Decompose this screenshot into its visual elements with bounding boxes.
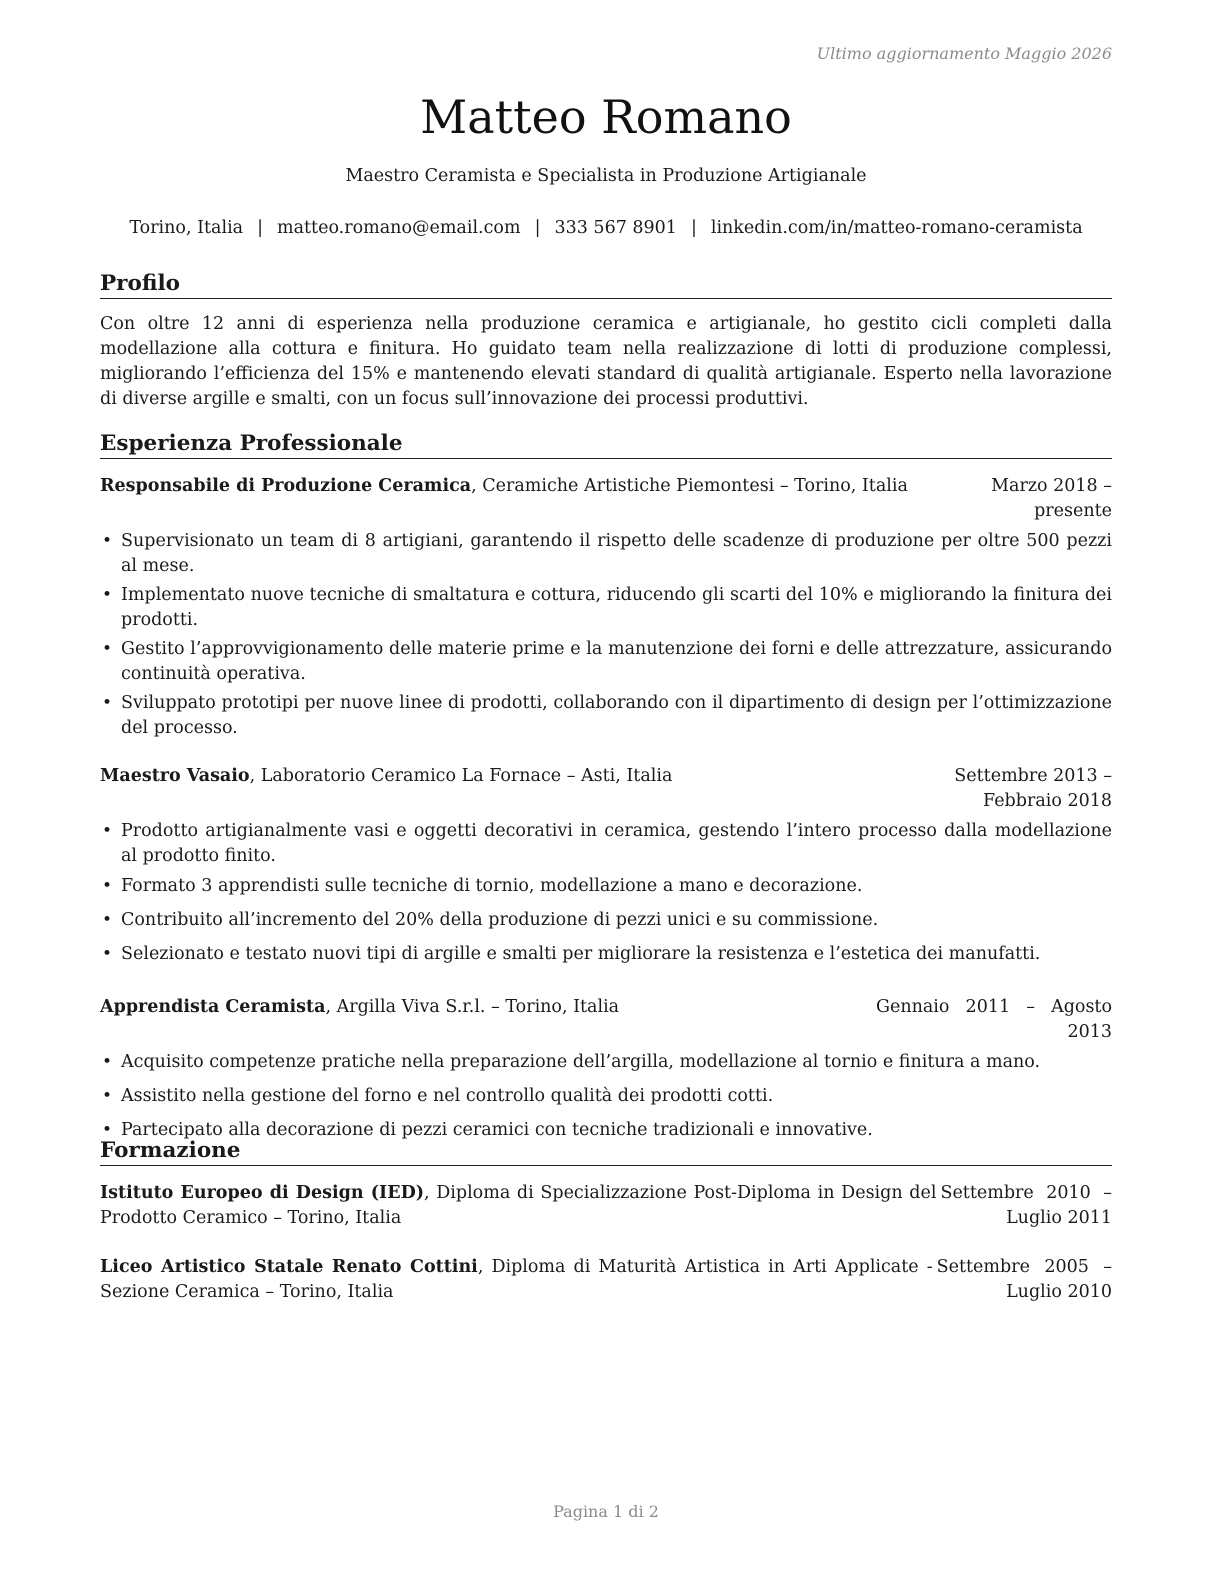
education-detail: , Diploma di Maturità Artistica in Arti Applicate - Sezione Ceramica – Torino, Italia (100, 1257, 933, 1302)
contact-location: Torino, Italia (129, 218, 244, 238)
list-item: • Implementato nuove tecniche di smaltatura e cottura, riducendo gli scarti del 10% e migliorando la finitura dei prodotti. (100, 583, 1112, 633)
list-item: • Gestito l’approvvigionamento delle materie prime e la manutenzione dei forni e delle attrezzature, assicurando continuità operativa. (100, 637, 1112, 687)
page-number: Pagina 1 di 2 (553, 1502, 659, 1521)
list-item: • Supervisionato un team di 8 artigiani, garantendo il rispetto delle scadenze di produzione per oltre 500 pezzi al mese. (100, 529, 1112, 579)
job-dates: Settembre 2013 – Febbraio 2018 (954, 766, 1112, 811)
contact-separator: | (534, 218, 541, 238)
job-entry (100, 764, 1112, 967)
candidate-name: Matteo Romano (420, 90, 792, 144)
job-bullets (100, 529, 1112, 741)
section-title-education: Formazione (100, 1137, 1112, 1166)
job-header (100, 474, 1112, 524)
list-item: • Contribuito all’incremento del 20% della produzione di pezzi unici e su commissione. (100, 908, 1112, 933)
contact-separator: | (257, 218, 263, 238)
experience-section (100, 430, 1112, 1143)
list-item: • Sviluppato prototipi per nuove linee di prodotti, collaborando con il dipartimento di design per l’ottimizzazione del processo. (100, 691, 1112, 741)
contact-linkedin[interactable]: linkedin.com/in/matteo-romano-ceramista (710, 218, 1083, 238)
contact-phone[interactable]: 333 567 8901 (554, 218, 677, 238)
job-bullets (100, 1050, 1112, 1143)
job-company: , Laboratorio Ceramico La Fornace – Asti, Italia (249, 766, 673, 786)
candidate-subtitle: Maestro Ceramista e Specialista in Produzione Artigianale (345, 166, 867, 186)
education-detail: , Diploma di Specializzazione Post-Diploma in Design del Prodotto Ceramico – Torino, Italia (100, 1183, 937, 1228)
contact-email[interactable]: matteo.romano@email.com (277, 218, 521, 238)
list-item: • Acquisito competenze pratiche nella preparazione dell’argilla, modellazione al tornio e finitura a mano. (100, 1050, 1112, 1075)
job-entry (100, 995, 1112, 1143)
list-item: • Prodotto artigianalmente vasi e oggetti decorativi in ceramica, gestendo l’intero processo dalla modellazione al prodotto finito. (100, 819, 1112, 869)
contact-line (100, 218, 1112, 238)
job-dates: Marzo 2018 – presente (991, 476, 1112, 521)
job-company: , Ceramiche Artistiche Piemontesi – Torino, Italia (471, 476, 908, 496)
profile-text: Con oltre 12 anni di esperienza nella produzione ceramica e artigianale, ho gestito cicli completi dalla modellazione alla cottura e finitura. Ho guidato team nella realizzazione di lotti di produzione complessi, migliorando l’efficienza del 15% e mantenendo elevati standard di qualità artigianale. Esperto nella lavorazione di diverse argille e smalti, con un focus sull’innovazione dei processi produttivi. (100, 314, 1112, 409)
education-school: Liceo Artistico Statale Renato Cottini (100, 1257, 478, 1277)
list-item: • Formato 3 apprendisti sulle tecniche di tornio, modellazione a mano e decorazione. (100, 874, 1112, 899)
list-item: • Selezionato e testato nuovi tipi di argille e smalti per migliorare la resistenza e l’estetica dei manufatti. (100, 942, 1112, 967)
job-title-line (100, 995, 619, 1045)
job-entry (100, 474, 1112, 741)
job-title-line (100, 764, 672, 814)
education-dates: Settembre 2010 – Luglio 2011 (940, 1183, 1112, 1228)
job-role: Responsabile di Produzione Ceramica (100, 476, 472, 496)
education-school: Istituto Europeo di Design (IED) (100, 1183, 425, 1203)
last-updated: Ultimo aggiornamento Maggio 2026 (816, 44, 1112, 63)
section-title-profile: Profilo (100, 270, 1112, 299)
education-dates: Settembre 2005 – Luglio 2010 (936, 1257, 1112, 1302)
list-item: • Partecipato alla decorazione di pezzi ceramici con tecniche tradizionali e innovative. (100, 1118, 1112, 1143)
job-header (100, 995, 1112, 1045)
job-company: , Argilla Viva S.r.l. – Torino, Italia (325, 997, 620, 1017)
contact-separator: | (690, 218, 697, 238)
education-title-line (100, 1181, 940, 1231)
section-title-experience: Esperienza Professionale (100, 430, 1112, 459)
job-header (100, 764, 1112, 814)
job-role: Maestro Vasaio (100, 766, 250, 786)
job-bullets (100, 819, 1112, 967)
education-entry (100, 1255, 1112, 1305)
education-entry (100, 1181, 1112, 1231)
education-title-line (100, 1255, 937, 1305)
job-role: Apprendista Ceramista (100, 997, 326, 1017)
resume-page (100, 0, 1112, 1584)
list-item: • Assistito nella gestione del forno e nel controllo qualità dei prodotti cotti. (100, 1084, 1112, 1109)
education-section (100, 1137, 1112, 1305)
profile-section (100, 270, 1112, 412)
job-title-line (100, 474, 908, 524)
job-dates: Gennaio 2011 – Agosto 2013 (876, 997, 1112, 1042)
